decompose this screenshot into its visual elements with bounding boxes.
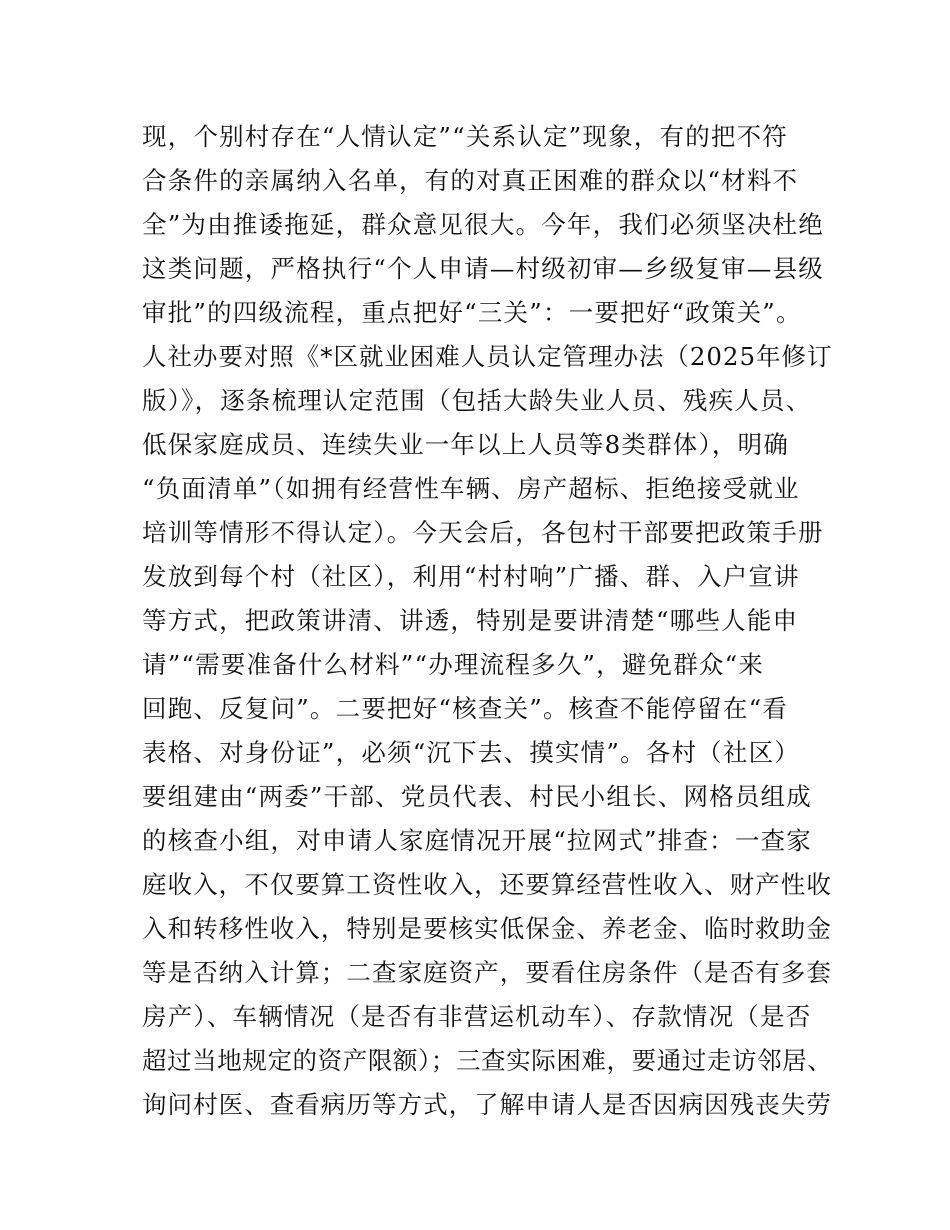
- text-line: 全”为由推诿拖延，群众意见很大。今年，我们必须坚决杜绝: [142, 210, 824, 239]
- text-line: 现，个别村存在“人情认定”“关系认定”现象，有的把不符: [142, 122, 788, 151]
- text-line: 表格、对身份证”，必须“沉下去、摸实情”。各村（社区）: [142, 738, 800, 767]
- text-line: 等方式，把政策讲清、讲透，特别是要讲清楚“哪些人能申: [142, 606, 799, 635]
- body-text: [142, 115, 832, 1127]
- text-line: 人社办要对照《*区就业困难人员认定管理办法（2025年修订: [142, 342, 833, 371]
- text-line: 培训等情形不得认定）。今天会后，各包村干部要把政策手册: [142, 518, 824, 547]
- text-line: 回跑、反复问”。二要把好“核查关”。核查不能停留在“看: [142, 694, 788, 723]
- text-line: 请”“需要准备什么材料”“办理流程多久”，避免群众“来: [142, 650, 765, 679]
- text-line: 超过当地规定的资产限额）；三查实际困难，要通过走访邻居、: [142, 1046, 833, 1075]
- text-line: 合条件的亲属纳入名单，有的对真正困难的群众以“材料不: [142, 166, 799, 195]
- text-line: 要组建由“两委”干部、党员代表、村民小组长、网格员组成: [142, 782, 812, 811]
- text-line: 低保家庭成员、连续失业一年以上人员等8类群体），明确: [142, 430, 790, 459]
- text-line: 版）》，逐条梳理认定范围（包括大龄失业人员、残疾人员、: [142, 386, 812, 415]
- text-line: 入和转移性收入，特别是要核实低保金、养老金、临时救助金: [142, 914, 832, 943]
- text-line: 询问村医、查看病历等方式，了解申请人是否因病因残丧失劳: [142, 1090, 832, 1119]
- text-line: 审批”的四级流程，重点把好“三关”：一要把好“政策关”。: [142, 298, 802, 327]
- text-line: 这类问题，严格执行“个人申请—村级初审—乡级复审—县级: [142, 254, 824, 283]
- text-line: 的核查小组，对申请人家庭情况开展“拉网式”排查：一查家: [142, 826, 812, 855]
- text-line: 等是否纳入计算；二查家庭资产，要看住房条件（是否有多套: [142, 958, 832, 987]
- text-line: “负面清单”（如拥有经营性车辆、房产超标、拒绝接受就业: [142, 474, 800, 503]
- text-line: 发放到每个村（社区），利用“村村响”广播、群、入户宣讲: [142, 562, 800, 591]
- text-line: 房产）、车辆情况（是否有非营运机动车）、存款情况（是否: [142, 1002, 812, 1031]
- text-line: 庭收入，不仅要算工资性收入，还要算经营性收入、财产性收: [142, 870, 832, 899]
